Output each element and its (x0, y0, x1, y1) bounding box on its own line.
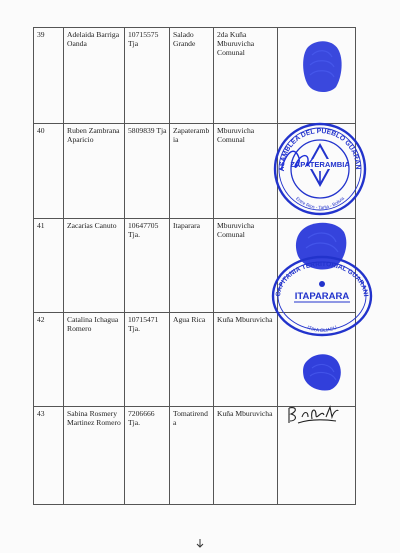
seal-stamp (270, 254, 374, 338)
fingerprint-42 (300, 352, 344, 392)
svg-text:ITAPARARA: ITAPARARA (294, 291, 350, 302)
fingerprint-39 (298, 37, 346, 95)
person-name: Adelaida Barriga Oanda (64, 28, 125, 124)
svg-text:ITIKA GUASU: ITIKA GUASU (305, 324, 339, 335)
row-number: 42 (34, 313, 64, 407)
community: Itaparara (170, 219, 214, 313)
id-number: 7206666 Tja. (125, 407, 170, 505)
person-name: Catalina Ichagua Romero (64, 313, 125, 407)
id-number: 10715575 Tja (125, 28, 170, 124)
position: Mburuvicha Comunal (214, 124, 278, 219)
position: 2da Kuña Mburuvicha Comunal (214, 28, 278, 124)
person-name: Sabina Rosmery Martinez Romero (64, 407, 125, 505)
position: Mburuvicha Comunal (214, 219, 278, 313)
person-name: Zacarías Canuto (64, 219, 125, 313)
id-number: 10715471 Tja. (125, 313, 170, 407)
row-number: 43 (34, 407, 64, 505)
svg-text:ASAMBLEA DEL PUEBLO GUARANI: ASAMBLEA DEL PUEBLO GUARAN (278, 127, 362, 172)
svg-text:ZAPATERAMBIA: ZAPATERAMBIA (290, 160, 350, 169)
row-number: 39 (34, 28, 64, 124)
community: Salado Grande (170, 28, 214, 124)
community: Agua Rica (170, 313, 214, 407)
id-number: 5809839 Tja (125, 124, 170, 219)
position: Kuña Mburuvicha (214, 313, 278, 407)
footer-mark (196, 535, 204, 545)
svg-text:CAPITANIA TERRITORIAL GUARANI: CAPITANIA TERRITORIAL GUARANI (274, 260, 369, 297)
signature-40 (277, 140, 317, 180)
person-name: Ruben Zambrana Aparicio (64, 124, 125, 219)
id-number: 10647705 Tja. (125, 219, 170, 313)
community: Zapaterambia (170, 124, 214, 219)
signature-43 (286, 403, 340, 427)
position: Kuña Mburuvicha (214, 407, 278, 505)
svg-text:Entre Rios - Tarija - Bolivia: Entre Rios - Tarija - Bolivia (294, 195, 346, 211)
row-number: 40 (34, 124, 64, 219)
community: Tomatirenda (170, 407, 214, 505)
row-number: 41 (34, 219, 64, 313)
